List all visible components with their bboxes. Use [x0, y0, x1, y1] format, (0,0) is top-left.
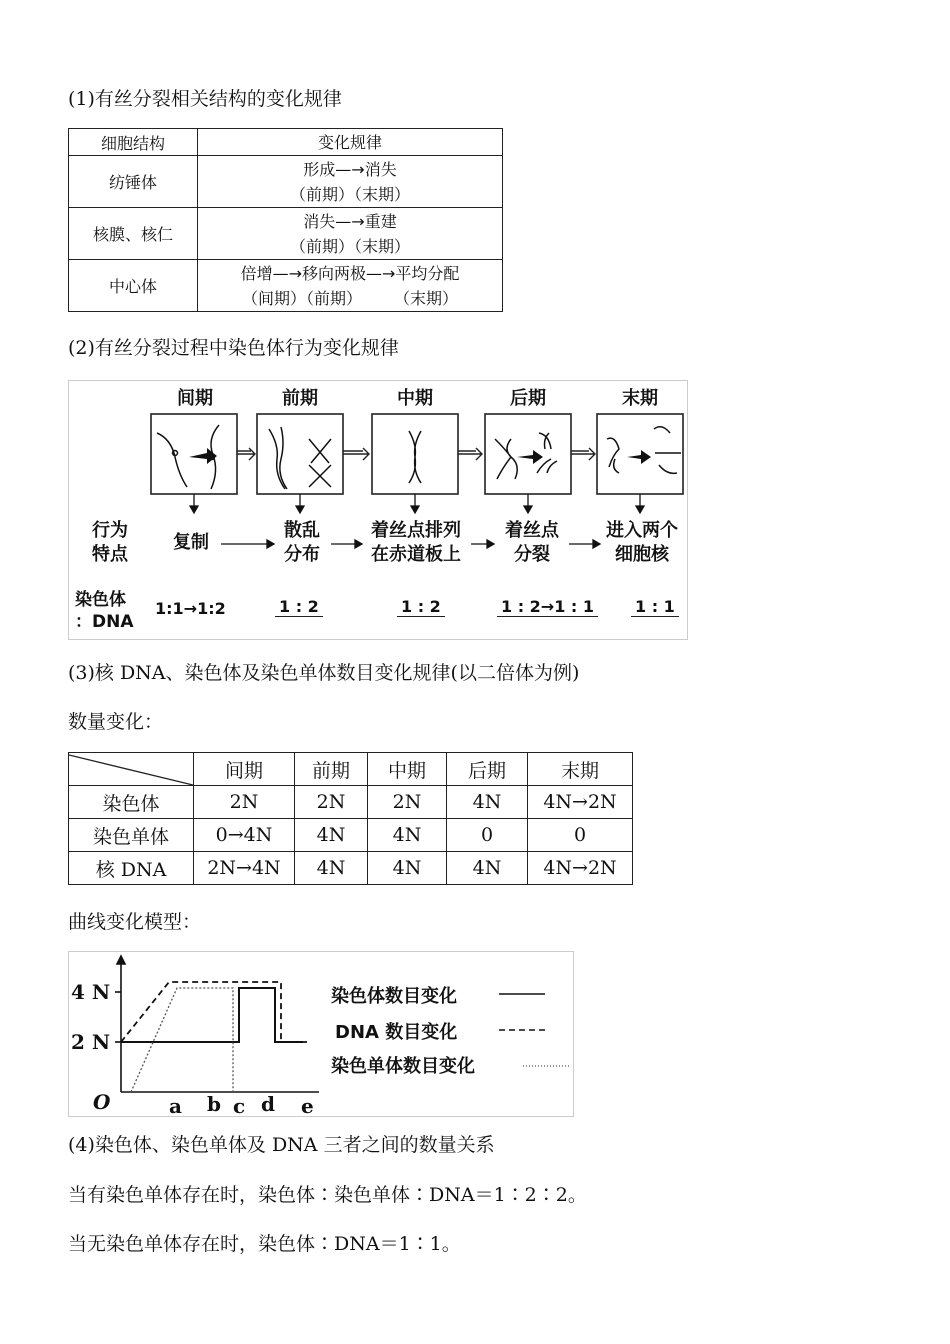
row-label-dna: 核 DNA — [69, 852, 194, 885]
x-tick-d: d — [261, 1092, 275, 1116]
cell-box-anaphase — [485, 414, 571, 494]
cell-centrosome: 中心体 — [69, 260, 198, 312]
behavior-centromere-split: 着丝点 分裂 — [505, 520, 559, 565]
table-row — [69, 819, 633, 852]
cell: 4N — [368, 852, 447, 885]
x-tick-c: c — [233, 1094, 246, 1118]
header-interphase: 间期 — [194, 753, 295, 786]
header-cell-rule: 变化规律 — [198, 129, 503, 156]
heading-chromosome-behavior: (2)有丝分裂过程中染色体行为变化规律 — [68, 337, 399, 359]
header-cell-structure: 细胞结构 — [69, 129, 198, 156]
cell: 4N — [295, 852, 368, 885]
ratio-prophase: 1 : 2 — [275, 597, 323, 617]
header-prophase: 前期 — [295, 753, 368, 786]
cell: 0 — [447, 819, 528, 852]
cell-nuclear-membrane-rule: 消失—→重建 （前期）（末期） — [198, 208, 503, 260]
x-tick-e: e — [301, 1094, 314, 1118]
behavior-row-label: 行为 特点 — [92, 520, 128, 565]
header-metaphase: 中期 — [368, 753, 447, 786]
table-row — [69, 786, 633, 819]
cell-box-telophase — [597, 414, 683, 494]
header-anaphase: 后期 — [447, 753, 528, 786]
cell: 2N→4N — [194, 852, 295, 885]
cell-spindle-rule: 形成—→消失 （前期）（末期） — [198, 156, 503, 208]
phase-label-metaphase: 中期 — [397, 388, 433, 409]
dna-line — [121, 982, 307, 1042]
relation-with-chromatid: 当有染色单体存在时，染色体∶染色单体∶DNA＝1∶2∶2。 — [68, 1184, 587, 1206]
cell-centrosome-rule: 倍增—→移向两极—→平均分配 （间期）（前期） （末期） — [198, 260, 503, 312]
chromosome-line — [121, 988, 303, 1042]
cell: 4N — [447, 786, 528, 819]
x-tick-b: b — [207, 1092, 221, 1116]
phase-label-prophase: 前期 — [282, 388, 318, 409]
heading-counts: (3)核 DNA、染色体及染色单体数目变化规律(以二倍体为例) — [68, 662, 580, 684]
cell: 4N — [295, 819, 368, 852]
ratio-interphase: 1:1→1:2 — [155, 599, 226, 618]
legend-dna: DNA 数目变化 — [335, 1022, 458, 1043]
heading-structures: (1)有丝分裂相关结构的变化规律 — [68, 88, 342, 110]
behavior-align-equator: 着丝点排列 在赤道板上 — [371, 520, 461, 565]
cell: 4N→2N — [528, 852, 633, 885]
phase-label-interphase: 间期 — [177, 388, 213, 409]
header-telophase: 末期 — [528, 753, 633, 786]
cell: 4N — [447, 852, 528, 885]
ratio-metaphase: 1 : 2 — [397, 597, 445, 617]
cell: 2N — [295, 786, 368, 819]
cell: 0→4N — [194, 819, 295, 852]
chromatid-line — [131, 988, 233, 1092]
behavior-replication: 复制 — [173, 532, 209, 553]
chromosome-behavior-figure — [68, 380, 688, 640]
cell: 2N — [194, 786, 295, 819]
table-row — [69, 852, 633, 885]
cell: 4N→2N — [528, 786, 633, 819]
y-tick-4n: 4 N — [71, 980, 111, 1004]
y-tick-2n: 2 N — [71, 1030, 111, 1054]
cell-spindle: 纺锤体 — [69, 156, 198, 208]
behavior-scattered: 散乱 分布 — [284, 520, 320, 565]
cell: 0 — [528, 819, 633, 852]
row-label-chromosome: 染色体 — [69, 786, 194, 819]
heading-relations: (4)染色体、染色单体及 DNA 三者之间的数量关系 — [68, 1134, 495, 1156]
behavior-enter-nuclei: 进入两个 细胞核 — [606, 520, 678, 565]
legend-chromosome: 染色体数目变化 — [331, 986, 457, 1007]
ratio-row-label: 染色体 ：DNA — [75, 590, 134, 632]
origin-label: O — [93, 1090, 111, 1114]
ratio-anaphase: 1 : 2→1 : 1 — [497, 597, 598, 617]
cell-nuclear-membrane: 核膜、核仁 — [69, 208, 198, 260]
curve-figure — [68, 951, 574, 1117]
cell-box-interphase — [151, 414, 237, 494]
cell: 4N — [368, 819, 447, 852]
ratio-telophase: 1 : 1 — [631, 597, 679, 617]
legend-chromatid: 染色单体数目变化 — [331, 1056, 475, 1077]
label-curve-model: 曲线变化模型： — [68, 911, 202, 933]
row-label-chromatid: 染色单体 — [69, 819, 194, 852]
structure-table — [68, 128, 503, 312]
count-table — [68, 752, 633, 885]
corner-cell — [69, 753, 194, 786]
phase-label-anaphase: 后期 — [510, 388, 546, 409]
curve-plot — [69, 952, 573, 1116]
x-tick-a: a — [169, 1094, 182, 1118]
label-quantity-change: 数量变化： — [68, 711, 164, 733]
cell-box-prophase — [257, 414, 343, 494]
cell: 2N — [368, 786, 447, 819]
phase-label-telophase: 末期 — [622, 388, 658, 409]
relation-without-chromatid: 当无染色单体存在时，染色体∶DNA＝1∶1。 — [68, 1233, 461, 1255]
